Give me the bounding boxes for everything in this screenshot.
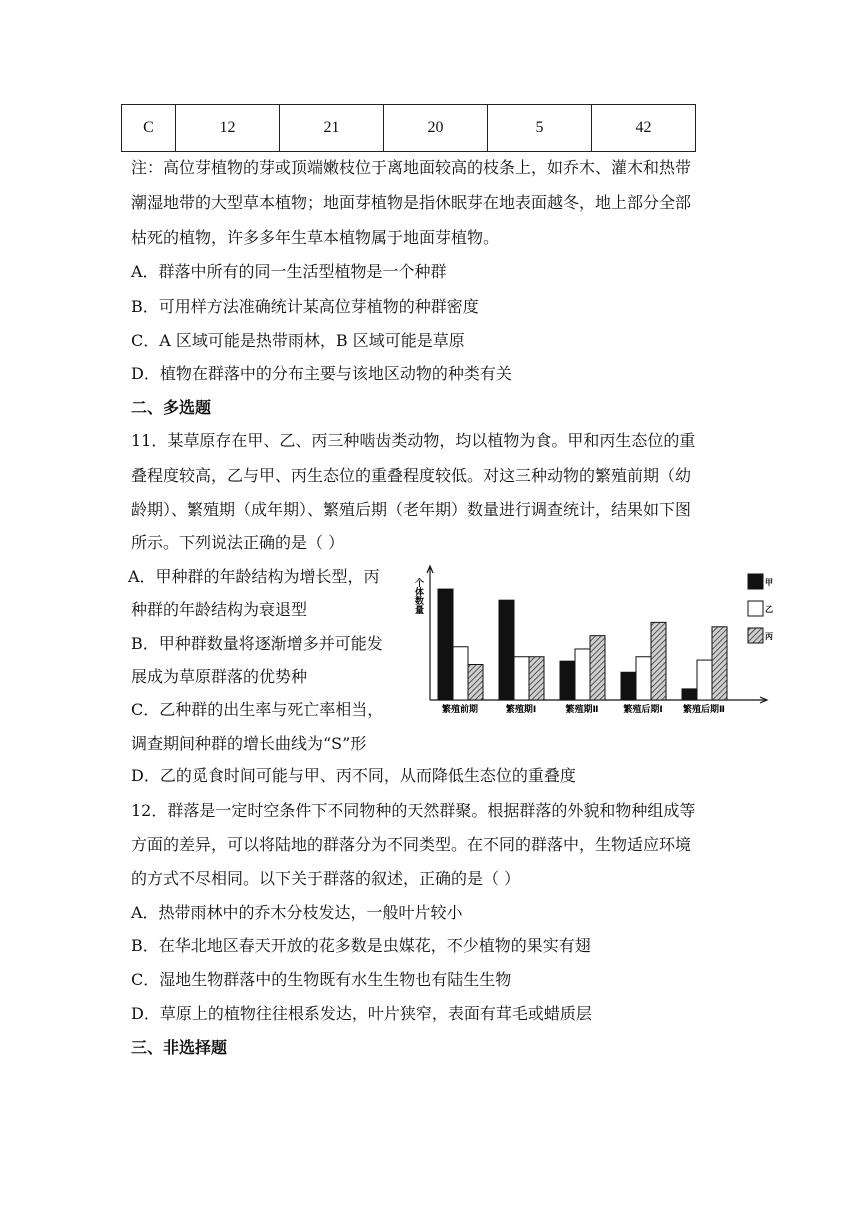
q10-option-a: A．群落中所有的同一生活型植物是一个种群 — [131, 262, 447, 281]
legend-swatch — [748, 574, 763, 589]
bar-乙 — [514, 657, 529, 700]
bar-甲 — [560, 661, 575, 700]
q12-stem-line: 12．群落是一定时空条件下不同物种的天然群聚。根据群落的外貌和物种组成等 — [131, 801, 696, 820]
bar-丙 — [468, 665, 483, 700]
q10-option-d: D．植物在群落中的分布主要与该地区动物的种类有关 — [131, 364, 512, 383]
table-row — [122, 105, 696, 152]
q11-option-b-line: B．甲种群数量将逐渐增多并可能发 — [131, 634, 383, 653]
legend-label: 丙 — [765, 632, 773, 641]
data-table — [121, 104, 696, 152]
q12-stem-line: 的方式不尽相同。以下关于群落的叙述，正确的是（ ） — [131, 869, 521, 888]
q10-option-b: B．可用样方法准确统计某高位芽植物的种群密度 — [131, 297, 479, 316]
note-line: 注：高位芽植物的芽或顶端嫩枝位于离地面较高的枝条上，如乔木、灌木和热带 — [131, 158, 692, 177]
bar-甲 — [621, 672, 636, 700]
table-cell-label: C — [122, 105, 176, 152]
q11-option-c-line: 调查期间种群的增长曲线为“S”形 — [131, 734, 367, 753]
bar-乙 — [636, 657, 651, 700]
q11-option-b-line: 展成为草原群落的优势种 — [131, 667, 308, 686]
bar-甲 — [499, 600, 514, 700]
x-tick-label: 繁殖前期 — [441, 705, 479, 715]
note-line: 潮湿地带的大型草本植物；地面芽植物是指休眠芽在地表面越冬，地上部分全部 — [131, 193, 692, 212]
q11-stem-line: 11．某草原存在甲、乙、丙三种啮齿类动物，均以植物为食。甲和丙生态位的重 — [131, 431, 696, 450]
bar-乙 — [697, 660, 712, 700]
q10-option-c: C．A 区域可能是热带雨林，B 区域可能是草原 — [131, 331, 465, 350]
legend-label: 乙 — [765, 605, 773, 614]
section-heading: 二、多选题 — [131, 398, 212, 417]
bar-丙 — [529, 657, 544, 700]
x-tick-label: 繁殖后期Ⅱ — [683, 705, 725, 715]
legend-swatch — [748, 601, 763, 616]
x-tick-label: 繁殖后期Ⅰ — [623, 705, 663, 715]
legend-label: 甲 — [765, 578, 773, 587]
q11-stem-line: 所示。下列说法正确的是（ ） — [131, 533, 345, 552]
table-cell: 21 — [280, 105, 384, 152]
bar-甲 — [438, 589, 453, 700]
q12-option-b: B．在华北地区春天开放的花多数是虫媒花，不少植物的果实有翅 — [131, 936, 591, 955]
section-heading: 三、非选择题 — [131, 1038, 228, 1057]
q12-stem-line: 方面的差异，可以将陆地的群落分为不同类型。在不同的群落中，生物适应环境 — [131, 835, 692, 854]
y-axis-label: 个体数量 — [413, 578, 423, 614]
table-cell: 42 — [592, 105, 696, 152]
legend-swatch — [748, 628, 763, 643]
q11-option-d: D．乙的觅食时间可能与甲、丙不同，从而降低生态位的重叠度 — [131, 766, 576, 785]
q11-stem-line: 龄期）、繁殖期（成年期）、繁殖后期（老年期）数量进行调查统计，结果如下图 — [131, 500, 692, 519]
q11-option-c-line: C．乙种群的出生率与死亡率相当， — [131, 700, 384, 719]
table-cell: 12 — [176, 105, 280, 152]
bar-乙 — [575, 649, 590, 700]
q11-option-a-line: A．甲种群的年龄结构为增长型，丙 — [128, 567, 380, 586]
x-tick-label: 繁殖期Ⅱ — [565, 705, 599, 715]
x-tick-label: 繁殖期Ⅰ — [505, 705, 537, 715]
bar-乙 — [453, 647, 468, 700]
bar-甲 — [682, 689, 697, 700]
bar-丙 — [590, 636, 605, 700]
table-cell: 20 — [384, 105, 488, 152]
bar-丙 — [712, 627, 727, 700]
q11-stem-line: 叠程度较高，乙与甲、丙生态位的重叠程度较低。对这三种动物的繁殖前期（幼 — [131, 466, 692, 485]
q11-option-a-line: 种群的年龄结构为衰退型 — [131, 600, 308, 619]
population-bar-chart — [413, 564, 773, 724]
q12-option-d: D．草原上的植物往往根系发达，叶片狭窄，表面有茸毛或蜡质层 — [131, 1004, 592, 1023]
q12-option-c: C．湿地生物群落中的生物既有水生生物也有陆生生物 — [131, 970, 512, 989]
table-cell: 5 — [488, 105, 592, 152]
q12-option-a: A．热带雨林中的乔木分枝发达，一般叶片较小 — [131, 903, 463, 922]
note-line: 枯死的植物，许多多年生草本植物属于地面芽植物。 — [131, 228, 500, 247]
bar-丙 — [651, 622, 666, 700]
